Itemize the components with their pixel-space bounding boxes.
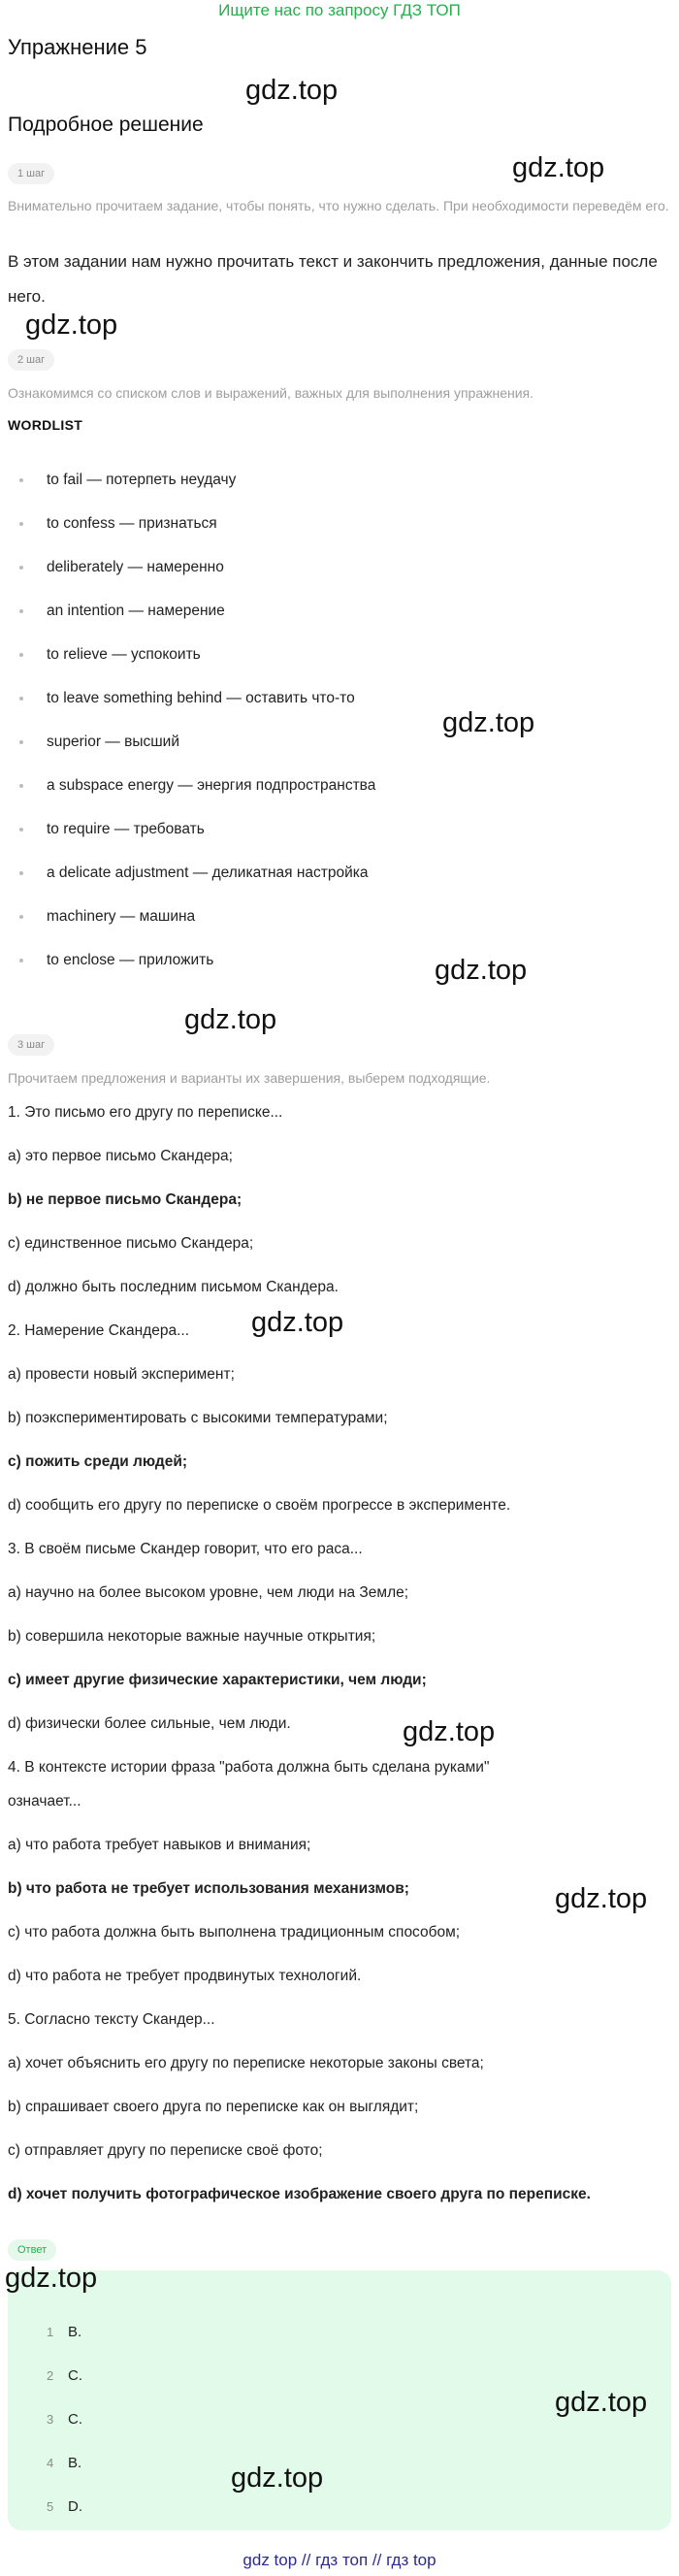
bullet-icon xyxy=(19,609,23,613)
exercise-title: Упражнение 5 xyxy=(8,35,147,59)
wordlist-title: WORDLIST xyxy=(8,417,83,433)
watermark: gdz.top xyxy=(25,310,118,341)
watermark: gdz.top xyxy=(435,955,528,986)
bullet-icon xyxy=(19,871,23,875)
option-line: c) что работа должна быть выполнена традиционным способом; xyxy=(8,1924,461,1940)
step-2-badge: 2 шаг xyxy=(8,349,54,371)
option-line: d) сообщить его другу по переписке о своём прогрессе в эксперименте. xyxy=(8,1497,511,1514)
step-1-text: В этом задании нам нужно прочитать текст и закончить предложения, данные после него. xyxy=(8,252,658,306)
option-line: c) отправляет другу по переписке своё фото; xyxy=(8,2142,323,2159)
bullet-icon xyxy=(19,959,23,962)
option-line: d) что работа не требует продвинутых технологий. xyxy=(8,1968,362,1984)
watermark: gdz.top xyxy=(555,2387,648,2418)
question-line: 5. Согласно тексту Скандер... xyxy=(8,2011,215,2028)
option-line: c) единственное письмо Скандера; xyxy=(8,1235,254,1252)
correct-option-line: c) имеет другие физические характеристики, чем люди; xyxy=(8,1672,427,1688)
watermark: gdz.top xyxy=(5,2263,98,2294)
option-line: b) спрашивает своего друга по переписке как он выглядит; xyxy=(8,2099,419,2115)
option-line: d) должно быть последним письмом Скандера. xyxy=(8,1279,339,1295)
option-line: a) научно на более высоком уровне, чем люди на Земле; xyxy=(8,1584,409,1601)
option-line: a) хочет объяснить его другу по переписке некоторые законы света; xyxy=(8,2055,484,2071)
step-1-badge: 1 шаг xyxy=(8,163,54,184)
question-line: 1. Это письмо его другу по переписке... xyxy=(8,1104,283,1121)
step-1-note: Внимательно прочитаем задание, чтобы понять, что нужно сделать. При необходимости переведём его. xyxy=(8,198,669,213)
option-line: a) провести новый эксперимент; xyxy=(8,1366,235,1383)
watermark: gdz.top xyxy=(403,1716,496,1747)
question-line: 3. В своём письме Скандер говорит, что его раса... xyxy=(8,1541,363,1557)
bullet-icon xyxy=(19,478,23,482)
bullet-icon xyxy=(19,566,23,570)
option-line: d) физически более сильные, чем люди. xyxy=(8,1715,291,1732)
answer-badge: Ответ xyxy=(8,2239,56,2261)
question-line: 4. В контексте истории фраза "работа должна быть сделана руками" xyxy=(8,1759,490,1776)
footer-links[interactable]: gdz top // гдз топ // гдз top xyxy=(242,2551,436,2569)
option-line: a) что работа требует навыков и внимания; xyxy=(8,1837,311,1853)
question-line: 2. Намерение Скандера... xyxy=(8,1322,190,1339)
watermark: gdz.top xyxy=(251,1307,344,1338)
watermark: gdz.top xyxy=(245,75,339,106)
bullet-icon xyxy=(19,915,23,919)
step-3-badge: 3 шаг xyxy=(8,1034,54,1056)
bullet-icon xyxy=(19,653,23,657)
question-line: означает... xyxy=(8,1793,81,1810)
watermark: gdz.top xyxy=(442,707,535,738)
bullet-icon xyxy=(19,828,23,831)
correct-option-line: b) что работа не требует использования механизмов; xyxy=(8,1880,409,1897)
option-line: b) поэкспериментировать с высокими температурами; xyxy=(8,1410,388,1426)
option-line: b) совершила некоторые важные научные открытия; xyxy=(8,1628,376,1645)
solution-title: Подробное решение xyxy=(8,114,204,136)
watermark: gdz.top xyxy=(555,1883,648,1914)
correct-option-line: b) не первое письмо Скандера; xyxy=(8,1191,242,1208)
bullet-icon xyxy=(19,522,23,526)
step-3-note: Прочитаем предложения и варианты их завершения, выберем подходящие. xyxy=(8,1070,491,1086)
option-line: a) это первое письмо Скандера; xyxy=(8,1148,233,1164)
answer-box: 1 B. 2 C. 3 C. 4 B. 5 D. xyxy=(8,2270,671,2530)
watermark: gdz.top xyxy=(231,2462,324,2494)
correct-option-line: d) хочет получить фотографическое изображение своего друга по переписке. xyxy=(8,2186,591,2202)
bullet-icon xyxy=(19,784,23,788)
correct-option-line: c) пожить среди людей; xyxy=(8,1453,188,1470)
bullet-icon xyxy=(19,697,23,701)
watermark: gdz.top xyxy=(512,152,605,183)
step-2-note: Ознакомимся со списком слов и выражений, важных для выполнения упражнения. xyxy=(8,385,534,401)
watermark: gdz.top xyxy=(184,1004,277,1035)
bullet-icon xyxy=(19,740,23,744)
top-banner[interactable]: Ищите нас по запросу ГДЗ ТОП xyxy=(218,1,461,19)
